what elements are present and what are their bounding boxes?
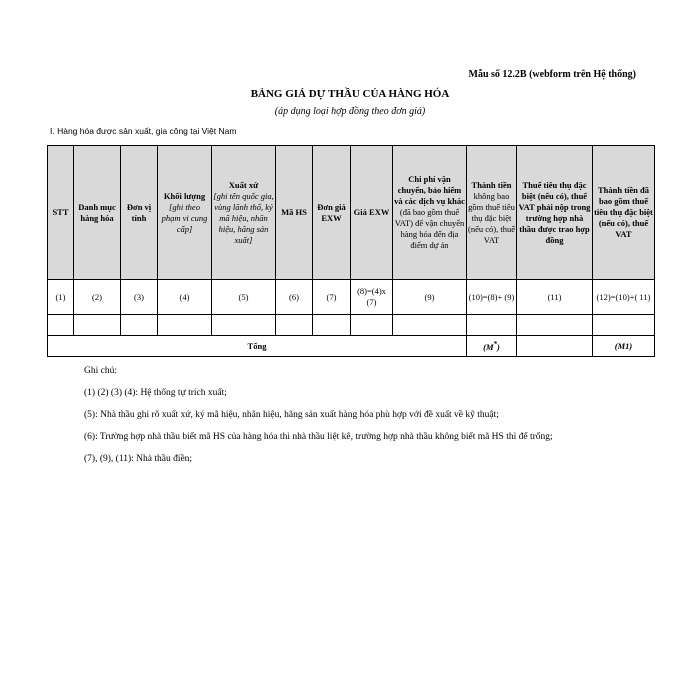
col-number: (12)=(10)+( 11)	[593, 280, 655, 315]
col-number: (8)=(4)x (7)	[351, 280, 393, 315]
header-origin: Xuất xứ [ghi tên quốc gia, vùng lãnh thổ, ký mã hiệu, nhãn hiệu, hãng sản xuất]	[212, 146, 276, 280]
header-amount: Thành tiền không bao gồm thuế tiêu thụ đặc biệt (nếu có), thuế VAT	[467, 146, 517, 280]
empty-cell[interactable]	[393, 315, 467, 336]
header-transport-cost: Chi phí vận chuyển, bảo hiểm và các dịch vụ khác (đã bao gồm thuế VAT) để vận chuyển hàng hóa đến địa điểm dự án	[393, 146, 467, 280]
header-tax: Thuế tiêu thụ đặc biệt (nếu có), thuế VAT phải nộp trong trường hợp nhà thầu được trao hợp đồng	[517, 146, 593, 280]
note-item: (1) (2) (3) (4): Hệ thống tự trích xuất;	[84, 388, 227, 398]
empty-data-row	[48, 315, 655, 336]
total-m1: (M1)	[593, 336, 655, 357]
col-number: (3)	[121, 280, 158, 315]
section-heading: I. Hàng hóa được sản xuất, gia công tại Việt Nam	[50, 126, 237, 136]
empty-cell[interactable]	[467, 315, 517, 336]
header-unit-price: Đơn giá EXW	[313, 146, 351, 280]
note-item: (5): Nhà thầu ghi rõ xuất xứ, ký mã hiệu, nhãn hiệu, hãng sản xuất hàng hóa phù hợp với đề xuất về kỹ thuật;	[84, 410, 499, 420]
note-item: (6): Trường hợp nhà thầu biết mã HS của hàng hóa thì nhà thầu liệt kê, trường hợp nhà thầu không biết mã HS thì để trống;	[84, 432, 553, 442]
col-number: (7)	[313, 280, 351, 315]
col-number: (11)	[517, 280, 593, 315]
empty-cell[interactable]	[313, 315, 351, 336]
total-tax-cell	[517, 336, 593, 357]
notes-heading: Ghi chú:	[84, 366, 117, 376]
empty-cell[interactable]	[212, 315, 276, 336]
header-hs-code: Mã HS	[276, 146, 313, 280]
col-number: (2)	[74, 280, 121, 315]
header-quantity: Khối lượng [ghi theo phạm vi cung cấp]	[158, 146, 212, 280]
col-number: (1)	[48, 280, 74, 315]
document-subtitle: (áp dụng loại hợp đồng theo đơn giá)	[274, 106, 426, 117]
empty-cell[interactable]	[158, 315, 212, 336]
column-number-row	[48, 280, 655, 315]
document-title: BẢNG GIÁ DỰ THẦU CỦA HÀNG HÓA	[250, 88, 450, 100]
table-header-row	[48, 146, 655, 280]
empty-cell[interactable]	[48, 315, 74, 336]
empty-cell[interactable]	[276, 315, 313, 336]
header-exw-price: Giá EXW	[351, 146, 393, 280]
col-number: (4)	[158, 280, 212, 315]
notes-section	[84, 365, 553, 475]
total-m: (M*)	[467, 336, 517, 357]
empty-cell[interactable]	[517, 315, 593, 336]
note-item: (7), (9), (11): Nhà thầu điền;	[84, 454, 193, 464]
bid-price-table	[47, 145, 655, 357]
form-number: Mẫu số 12.2B (webform trên Hệ thống)	[468, 69, 636, 80]
header-stt: STT	[48, 146, 74, 280]
empty-cell[interactable]	[593, 315, 655, 336]
total-label: Tổng	[48, 336, 467, 357]
total-row	[48, 336, 655, 357]
header-amount-with-tax: Thành tiền đã bao gồm thuế tiêu thụ đặc biệt (nếu có), thuế VAT	[593, 146, 655, 280]
empty-cell[interactable]	[121, 315, 158, 336]
col-number: (6)	[276, 280, 313, 315]
header-unit: Đơn vị tính	[121, 146, 158, 280]
col-number: (10)=(8)+ (9)	[467, 280, 517, 315]
col-number: (5)	[212, 280, 276, 315]
empty-cell[interactable]	[351, 315, 393, 336]
col-number: (9)	[393, 280, 467, 315]
header-item: Danh mục hàng hóa	[74, 146, 121, 280]
empty-cell[interactable]	[74, 315, 121, 336]
